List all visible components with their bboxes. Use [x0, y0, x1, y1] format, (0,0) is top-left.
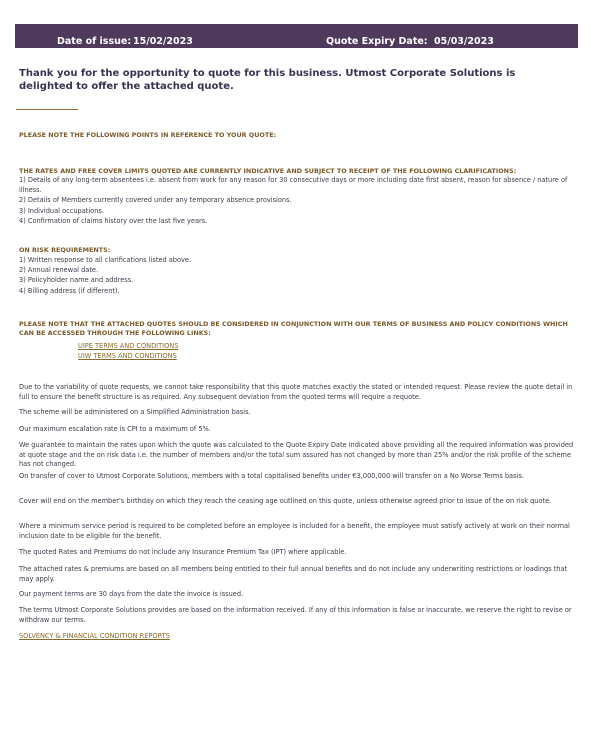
list-item: 2) Annual renewal date.: [19, 266, 99, 275]
clarifications-heading: THE RATES AND FREE COVER LIMITS QUOTED ARE CURRENTLY INDICATIVE AND SUBJECT TO RECEIPT OF THE FOLLOWING CLARIFICATIONS:: [19, 167, 517, 175]
paragraph-ipt: The quoted Rates and Premiums do not include any Insurance Premium Tax (IPT) where applicable.: [19, 548, 347, 556]
uipe-terms-link[interactable]: UIPE TERMS AND CONDITIONS: [78, 342, 179, 350]
clarifications-list: [19, 175, 574, 226]
issue-date-label: Date of issue:: [57, 36, 132, 47]
list-item: 4) Confirmation of claims history over the last five years.: [19, 216, 208, 225]
paragraph-service-period: Where a minimum service period is required to be completed before an employee is included for a benefit, the employee must satisfy actively at work on their normal inclusion date to be eligible for the benefit.: [19, 522, 570, 540]
list-item: 2) Details of Members currently covered under any temporary absence provisions.: [19, 196, 292, 205]
list-item: 4) Billing address (if different).: [19, 286, 120, 295]
on-risk-list: [19, 255, 574, 296]
paragraph-payment-terms: Our payment terms are 30 days from the date the invoice is issued.: [19, 590, 244, 598]
paragraph-rate-guarantee: We guarantee to maintain the rates upon which the quote was calculated to the Quote Expiry Date indicated above providing all the required information was provided at quote stage and the on risk data i.e. the number of members and/or the total sum assured has not changed by more than 25% and/or the risk profile of the scheme has not changed.: [19, 441, 574, 469]
on-risk-heading: ON RISK REQUIREMENTS:: [19, 246, 111, 254]
paragraph-escalation: Our maximum escalation rate is CPI to a maximum of 5%.: [19, 425, 211, 433]
divider-rule: [16, 109, 78, 110]
list-item: 1) Details of any long-term absentees i.e. absent from work for any reason for 30 consecutive days or more including date first absent, reason for absence / nature of illness.: [19, 176, 568, 195]
paragraph-variability: Due to the variability of quote requests, we cannot take responsibility that this quote matches exactly the stated or intended request. Please review the quote detail in full to ensure the benefit structure is as required. Any subsequent deviation from the quoted terms will require a requote.: [19, 383, 573, 401]
terms-heading: PLEASE NOTE THAT THE ATTACHED QUOTES SHOULD BE CONSIDERED IN CONJUNCTION WITH OUR TERMS OF BUSINESS AND POLICY CONDITIONS WHICH CAN BE ACCESSED THROUGH THE FOLLOWING LINKS:: [19, 320, 568, 337]
paragraph-administration: The scheme will be administered on a Simplified Administration basis.: [19, 408, 251, 416]
solvency-report-link[interactable]: SOLVENCY & FINANCIAL CONDITION REPORTS: [19, 632, 170, 640]
paragraph-transfer: On transfer of cover to Utmost Corporate Solutions, members with a total capitalised benefits under €3,000,000 will transfer on a No Worse Terms basis.: [19, 472, 524, 480]
list-item: 3) Policyholder name and address.: [19, 276, 134, 285]
paragraph-ceasing-age: Cover will end on the member's birthday on which they reach the ceasing age outlined on this quote, unless otherwise agreed prior to issue of the on risk quote.: [19, 497, 552, 505]
issue-date-value: 15/02/2023: [133, 36, 193, 47]
points-heading: PLEASE NOTE THE FOLLOWING POINTS IN REFERENCE TO YOUR QUOTE:: [19, 131, 277, 139]
list-item: 3) Individual occupations.: [19, 206, 104, 215]
paragraph-rates-premiums: The attached rates & premiums are based on all members being entitled to their full annual benefits and do not include any underwriting restrictions or loadings that may apply.: [19, 565, 568, 583]
paragraph-information: The terms Utmost Corporate Solutions provides are based on the information received. If any of this information is false or inaccurate, we reserve the right to revise or withdraw our terms.: [19, 606, 572, 624]
intro-text: Thank you for the opportunity to quote for this business. Utmost Corporate Solutions is delighted to offer the attached quote.: [19, 68, 516, 92]
quote-header-bar: [15, 24, 578, 48]
expiry-date-label: Quote Expiry Date:: [326, 36, 428, 47]
expiry-date-value: 05/03/2023: [434, 36, 494, 47]
list-item: 1) Written response to all clarifications listed above.: [19, 256, 192, 264]
uiw-terms-link[interactable]: UIW TERMS AND CONDITIONS: [78, 352, 177, 360]
